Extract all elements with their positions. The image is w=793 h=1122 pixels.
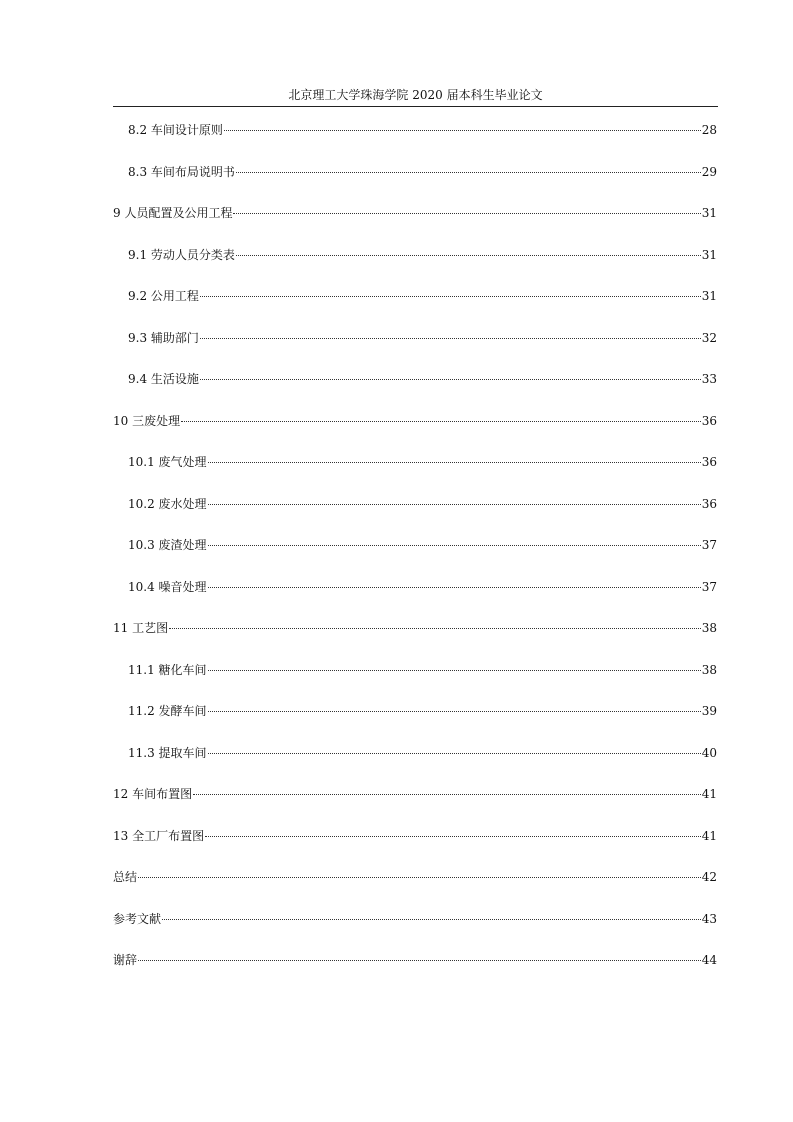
toc-page-number: 41 bbox=[701, 829, 717, 843]
toc-entry-title: 9.2 公用工程 bbox=[128, 289, 199, 303]
header-divider bbox=[113, 106, 718, 107]
toc-leader-dots bbox=[233, 213, 700, 214]
toc-page-number: 44 bbox=[701, 953, 717, 967]
toc-entry[interactable] bbox=[113, 620, 717, 636]
toc-page-number: 36 bbox=[701, 497, 717, 511]
toc-page-number: 40 bbox=[701, 746, 717, 760]
toc-page-number: 39 bbox=[701, 704, 717, 718]
toc-entry[interactable] bbox=[113, 828, 717, 844]
toc-entry[interactable] bbox=[128, 703, 717, 719]
toc-leader-dots bbox=[138, 877, 701, 878]
toc-entry[interactable] bbox=[113, 413, 717, 429]
toc-entry-title: 11 工艺图 bbox=[113, 621, 169, 635]
toc-leader-dots bbox=[200, 296, 701, 297]
toc-entry-title: 10.1 废气处理 bbox=[128, 455, 207, 469]
toc-entry-title: 10.3 废渣处理 bbox=[128, 538, 207, 552]
toc-entry[interactable] bbox=[113, 205, 717, 221]
toc-leader-dots bbox=[208, 753, 701, 754]
toc-entry-title: 13 全工厂布置图 bbox=[113, 829, 205, 843]
toc-entry[interactable] bbox=[128, 247, 717, 263]
toc-entry-title: 9.1 劳动人员分类表 bbox=[128, 248, 235, 262]
toc-page-number: 33 bbox=[701, 372, 717, 386]
toc-page-number: 38 bbox=[701, 663, 717, 677]
toc-page-number: 31 bbox=[701, 206, 717, 220]
toc-page-number: 37 bbox=[701, 580, 717, 594]
toc-page-number: 31 bbox=[701, 248, 717, 262]
toc-entry-title: 总结 bbox=[113, 870, 138, 884]
toc-leader-dots bbox=[208, 711, 701, 712]
toc-entry-title: 9.4 生活设施 bbox=[128, 372, 199, 386]
toc-entry-title: 谢辞 bbox=[113, 953, 138, 967]
toc-entry[interactable] bbox=[128, 330, 717, 346]
toc-page-number: 42 bbox=[701, 870, 717, 884]
toc-page-number: 31 bbox=[701, 289, 717, 303]
toc-leader-dots bbox=[236, 172, 701, 173]
toc-entry-title: 8.2 车间设计原则 bbox=[128, 123, 223, 137]
toc-entry[interactable] bbox=[113, 911, 717, 927]
toc-leader-dots bbox=[169, 628, 701, 629]
toc-leader-dots bbox=[162, 919, 701, 920]
toc-leader-dots bbox=[200, 379, 701, 380]
toc-page-number: 36 bbox=[701, 414, 717, 428]
toc-entry[interactable] bbox=[128, 454, 717, 470]
toc-entry[interactable] bbox=[128, 122, 717, 138]
toc-page-number: 38 bbox=[701, 621, 717, 635]
toc-entry[interactable] bbox=[113, 786, 717, 802]
toc-page-number: 36 bbox=[701, 455, 717, 469]
toc-leader-dots bbox=[208, 587, 701, 588]
toc-entry[interactable] bbox=[128, 537, 717, 553]
toc-leader-dots bbox=[208, 670, 701, 671]
toc-leader-dots bbox=[208, 504, 701, 505]
toc-entry-title: 10 三废处理 bbox=[113, 414, 181, 428]
toc-page-number: 32 bbox=[701, 331, 717, 345]
toc-leader-dots bbox=[193, 794, 701, 795]
toc-entry[interactable] bbox=[128, 662, 717, 678]
toc-entry[interactable] bbox=[128, 164, 717, 180]
toc-page-number: 43 bbox=[701, 912, 717, 926]
toc-entry-title: 11.2 发酵车间 bbox=[128, 704, 207, 718]
toc-entry[interactable] bbox=[113, 869, 717, 885]
toc-entry[interactable] bbox=[128, 745, 717, 761]
toc-entry-title: 9 人员配置及公用工程 bbox=[113, 206, 233, 220]
toc-leader-dots bbox=[181, 421, 701, 422]
toc-entry-title: 参考文献 bbox=[113, 912, 162, 926]
toc-page-number: 28 bbox=[701, 123, 717, 137]
toc-entry-title: 9.3 辅助部门 bbox=[128, 331, 199, 345]
toc-entry-title: 8.3 车间布局说明书 bbox=[128, 165, 235, 179]
toc-entry[interactable] bbox=[128, 288, 717, 304]
toc-entry[interactable] bbox=[128, 579, 717, 595]
toc-page-number: 41 bbox=[701, 787, 717, 801]
toc-leader-dots bbox=[224, 130, 701, 131]
toc-entry-title: 10.4 噪音处理 bbox=[128, 580, 207, 594]
toc-leader-dots bbox=[208, 545, 701, 546]
page-header: 北京理工大学珠海学院 2020 届本科生毕业论文 bbox=[288, 88, 543, 102]
toc-leader-dots bbox=[208, 462, 701, 463]
toc-entry[interactable] bbox=[128, 496, 717, 512]
toc-leader-dots bbox=[138, 960, 701, 961]
toc-page-number: 29 bbox=[701, 165, 717, 179]
toc-page-number: 37 bbox=[701, 538, 717, 552]
toc-leader-dots bbox=[205, 836, 701, 837]
toc-entry[interactable] bbox=[128, 371, 717, 387]
toc-leader-dots bbox=[200, 338, 701, 339]
toc-entry[interactable] bbox=[113, 952, 717, 968]
toc-leader-dots bbox=[236, 255, 701, 256]
toc-entry-title: 10.2 废水处理 bbox=[128, 497, 207, 511]
toc-entry-title: 12 车间布置图 bbox=[113, 787, 193, 801]
toc-entry-title: 11.3 提取车间 bbox=[128, 746, 207, 760]
toc-entry-title: 11.1 糖化车间 bbox=[128, 663, 207, 677]
